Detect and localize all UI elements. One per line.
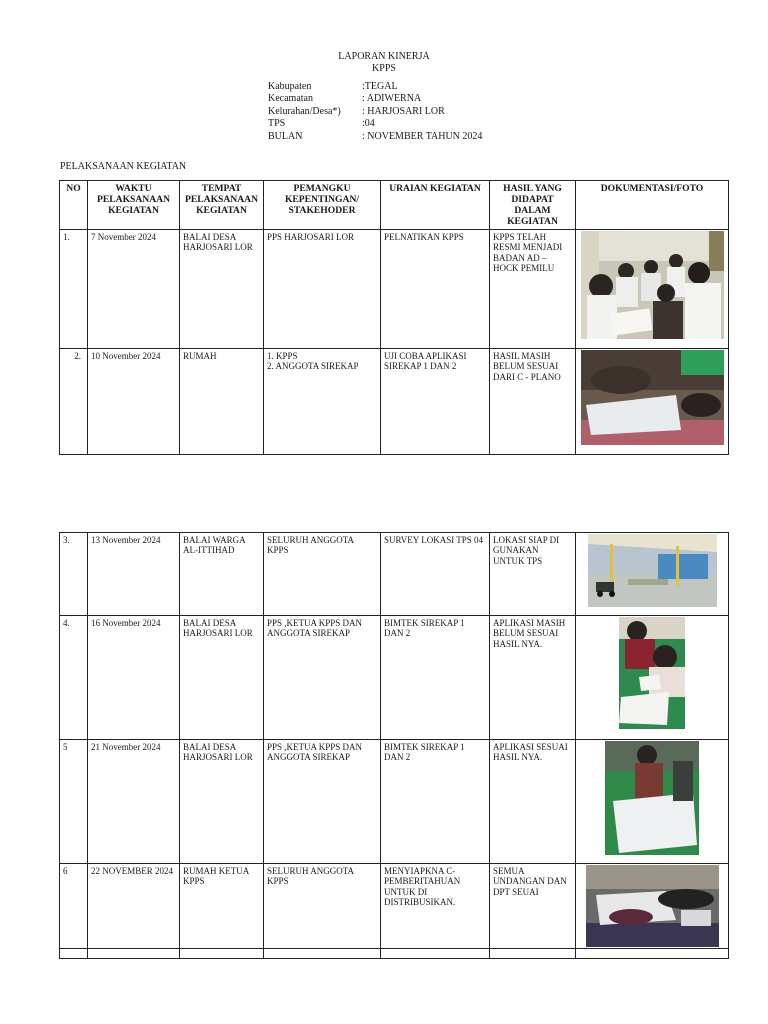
header-uraian: URAIAN KEGIATAN	[381, 181, 490, 230]
cell-pemangku: PPS HARJOSARI LOR	[264, 230, 381, 349]
activity-photo-c-notice	[586, 865, 719, 947]
report-meta	[268, 81, 482, 143]
cell-photo	[576, 864, 729, 949]
report-subtitle: KPPS	[372, 63, 396, 74]
cell-uraian: SURVEY LOKASI TPS 04	[381, 533, 490, 616]
activity-photo-tps-location	[588, 534, 717, 607]
cell-empty	[180, 949, 264, 959]
cell-uraian: BIMTEK SIREKAP 1 DAN 2	[381, 616, 490, 740]
table-row	[60, 349, 729, 455]
meta-row-kabupaten	[268, 81, 482, 93]
header-tempat: TEMPAT PELAKSANAAN KEGIATAN	[180, 181, 264, 230]
cell-hasil: APLIKASI SESUAI HASIL NYA.	[490, 740, 576, 864]
table-row	[60, 230, 729, 349]
meta-value: :04	[362, 118, 375, 130]
cell-empty	[60, 949, 88, 959]
cell-waktu: 16 November 2024	[88, 616, 180, 740]
header-pemangku: PEMANGKU KEPENTINGAN/ STAKEHODER	[264, 181, 381, 230]
cell-pemangku: PPS ,KETUA KPPS DAN ANGGOTA SIREKAP	[264, 740, 381, 864]
meta-value: : NOVEMBER TAHUN 2024	[362, 130, 483, 142]
cell-waktu: 22 NOVEMBER 2024	[88, 864, 180, 949]
header-hasil: HASIL YANG DIDAPAT DALAM KEGIATAN	[490, 181, 576, 230]
table-row	[60, 864, 729, 949]
activity-photo-bimtek-1	[619, 617, 685, 729]
header-waktu: WAKTU PELAKSANAAN KEGIATAN	[88, 181, 180, 230]
cell-no: 6	[60, 864, 88, 949]
meta-row-kelurahan	[268, 106, 482, 118]
activity-photo-inauguration	[581, 231, 724, 339]
cell-hasil: APLIKASI MASIH BELUM SESUAI HASIL NYA.	[490, 616, 576, 740]
cell-no: 2.	[60, 349, 88, 455]
cell-uraian: UJI COBA APLIKASI SIREKAP 1 DAN 2	[381, 349, 490, 455]
cell-pemangku: 1. KPPS 2. ANGGOTA SIREKAP	[264, 349, 381, 455]
cell-uraian: MENYIAPKNA C-PEMBERITAHUAN UNTUK DI DISTRIBUSIKAN.	[381, 864, 490, 949]
cell-no: 5	[60, 740, 88, 864]
cell-empty	[381, 949, 490, 959]
table-row	[60, 533, 729, 616]
activity-table-page-2	[59, 532, 729, 959]
meta-value: : HARJOSARI LOR	[362, 105, 445, 117]
cell-tempat: BALAI DESA HARJOSARI LOR	[180, 230, 264, 349]
cell-photo	[576, 740, 729, 864]
cell-uraian: BIMTEK SIREKAP 1 DAN 2	[381, 740, 490, 864]
cell-empty	[576, 949, 729, 959]
cell-hasil: KPPS TELAH RESMI MENJADI BADAN AD – HOCK PEMILU	[490, 230, 576, 349]
table-row	[60, 616, 729, 740]
cell-pemangku: PPS ,KETUA KPPS DAN ANGGOTA SIREKAP	[264, 616, 381, 740]
table-header-row	[60, 181, 729, 230]
cell-hasil: HASIL MASIH BELUM SESUAI DARI C - PLANO	[490, 349, 576, 455]
cell-photo	[576, 616, 729, 740]
meta-label: Kecamatan	[268, 93, 313, 105]
cell-uraian: PELNATIKAN KPPS	[381, 230, 490, 349]
cell-waktu: 13 November 2024	[88, 533, 180, 616]
meta-label: Kabupaten	[268, 81, 312, 92]
cell-pemangku: SELURUH ANGGOTA KPPS	[264, 864, 381, 949]
cell-hasil: SEMUA UNDANGAN DAN DPT SEUAI	[490, 864, 576, 949]
table-row	[60, 740, 729, 864]
cell-photo	[576, 349, 729, 455]
meta-label: TPS	[268, 118, 286, 130]
activity-photo-sirekap-trial	[581, 350, 724, 445]
meta-row-tps	[268, 118, 482, 130]
cell-tempat: BALAI DESA HARJOSARI LOR	[180, 740, 264, 864]
cell-tempat: RUMAH	[180, 349, 264, 455]
meta-row-kecamatan	[268, 93, 482, 105]
cell-hasil: LOKASI SIAP DI GUNAKAN UNTUK TPS	[490, 533, 576, 616]
cell-tempat: RUMAH KETUA KPPS	[180, 864, 264, 949]
header-no: NO	[60, 181, 88, 230]
cell-waktu: 7 November 2024	[88, 230, 180, 349]
meta-label: Kelurahan/Desa*)	[268, 105, 341, 117]
meta-value: : ADIWERNA	[362, 93, 422, 105]
cell-photo	[576, 533, 729, 616]
cell-empty	[490, 949, 576, 959]
cell-tempat: BALAI WARGA AL-ITTIHAD	[180, 533, 264, 616]
cell-no: 1.	[60, 230, 88, 349]
section-title: PELAKSANAAN KEGIATAN	[60, 161, 187, 172]
activity-table-page-1	[59, 180, 729, 455]
meta-row-bulan	[268, 131, 482, 143]
cell-tempat: BALAI DESA HARJOSARI LOR	[180, 616, 264, 740]
cell-photo	[576, 230, 729, 349]
cell-no: 3.	[60, 533, 88, 616]
cell-pemangku: SELURUH ANGGOTA KPPS	[264, 533, 381, 616]
table-row-empty	[60, 949, 729, 959]
report-title: LAPORAN KINERJA	[338, 51, 430, 62]
cell-waktu: 21 November 2024	[88, 740, 180, 864]
meta-label: BULAN	[268, 130, 303, 142]
meta-value: :TEGAL	[362, 81, 398, 92]
header-dokumentasi: DOKUMENTASI/FOTO	[576, 181, 729, 230]
cell-empty	[264, 949, 381, 959]
activity-photo-bimtek-2	[605, 741, 699, 855]
cell-empty	[88, 949, 180, 959]
cell-no: 4.	[60, 616, 88, 740]
cell-waktu: 10 November 2024	[88, 349, 180, 455]
